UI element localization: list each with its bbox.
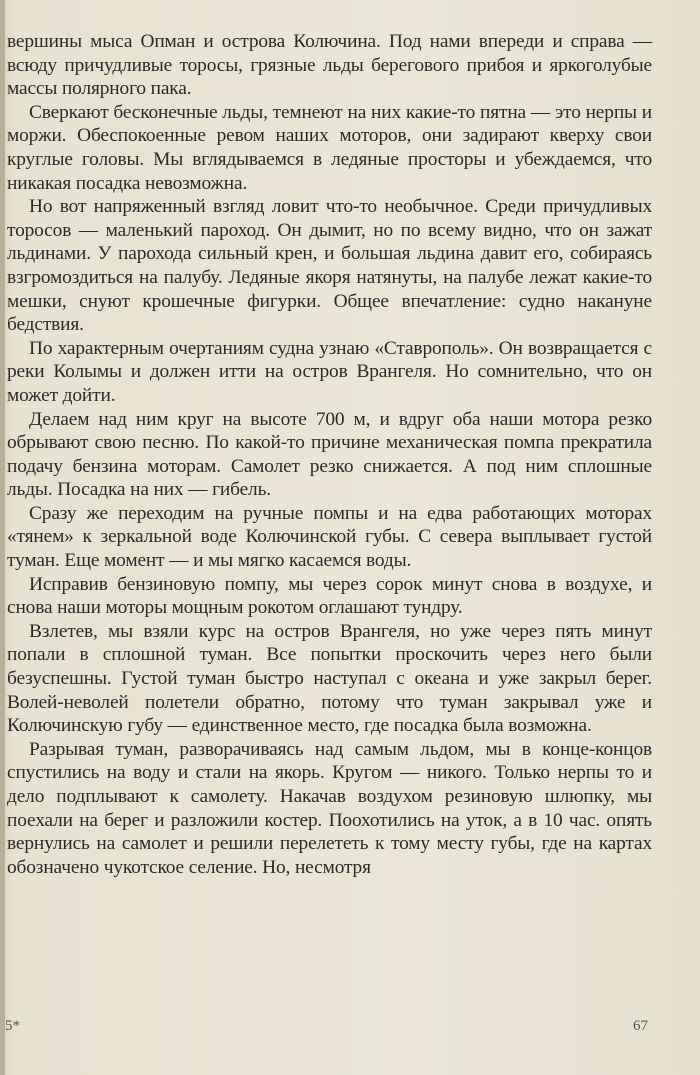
page-number: 67 <box>633 1018 648 1034</box>
paragraph-2: Сверкают бесконечные льды, темнеют на них какие-то пятна — это нерпы и моржи. Обеспокоенные ревом наших моторов, они задирают кверху свои круглые головы. Мы вглядываемся в ледяные просторы и убеждаемся, что никакая посадка невозможна. <box>7 101 652 194</box>
paragraph-5: Делаем над ним круг на высоте 700 м, и вдруг оба наши мотора резко обрывают свою песню. По какой-то причине механическая помпа прекратила подачу бензина моторам. Самолет резко снижается. А под ним сплошные льды. Посадка на них — гибель. <box>7 408 652 501</box>
signature-mark: 5* <box>5 1018 20 1034</box>
paragraph-9: Разрывая туман, разворачиваясь над самым льдом, мы в конце-концов спустились на воду и стали на якорь. Кругом — никого. Только нерпы то и дело подплывают к самолету. Накачав воздухом резиновую шлюпку, мы поехали на берег и разложили костер. Поохотились на уток, а в 10 час. опять вернулись на самолет и решили перелететь к тому месту губы, где на картах обозначено чукотское селение. Но, несмотря <box>7 738 652 878</box>
paragraph-1: вершины мыса Опман и острова Колючина. Под нами впереди и справа — всюду причудливые торосы, грязные льды берегового прибоя и яркоголубые массы полярного пака. <box>7 31 652 100</box>
paragraph-6: Сразу же переходим на ручные помпы и на едва работающих моторах «тянем» к зеркальной воде Колючинской губы. С севера выплывает густой туман. Еще момент — и мы мягко касаемся воды. <box>7 502 652 572</box>
paragraph-4: По характерным очертаниям судна узнаю «Ставрополь». Он возвращается с реки Колымы и должен итти на остров Врангеля. Но сомнительно, что он может дойти. <box>7 337 652 406</box>
paragraph-7: Исправив бензиновую помпу, мы через сорок минут снова в воздухе, и снова наши моторы мощным рокотом оглашают тундру. <box>7 573 652 619</box>
paragraph-8: Взлетев, мы взяли курс на остров Врангеля, но уже через пять минут попали в сплошной туман. Все попытки проскочить через него были безуспешны. Густой туман быстро наступал с океана и уже закрыл берег. Волей-неволей полетели обратно, потому что туман закрывал уже и Колючинскую губу — единственное место, где посадка была возможна. <box>7 620 652 737</box>
body-text <box>7 30 652 879</box>
page-footer <box>0 1018 700 1042</box>
paragraph-3: Но вот напряженный взгляд ловит что-то необычное. Среди причудливых торосов — маленький пароход. Он дымит, но по всему видно, что он зажат льдинами. У парохода сильный крен, и большая льдина давит его, собираясь взгромоздиться на палубу. Ледяные якоря натянуты, на палубе лежат какие-то мешки, снуют крошечные фигурки. Общее впечатление: судно накануне бедствия. <box>7 196 652 336</box>
page-spine-edge <box>0 0 5 1075</box>
